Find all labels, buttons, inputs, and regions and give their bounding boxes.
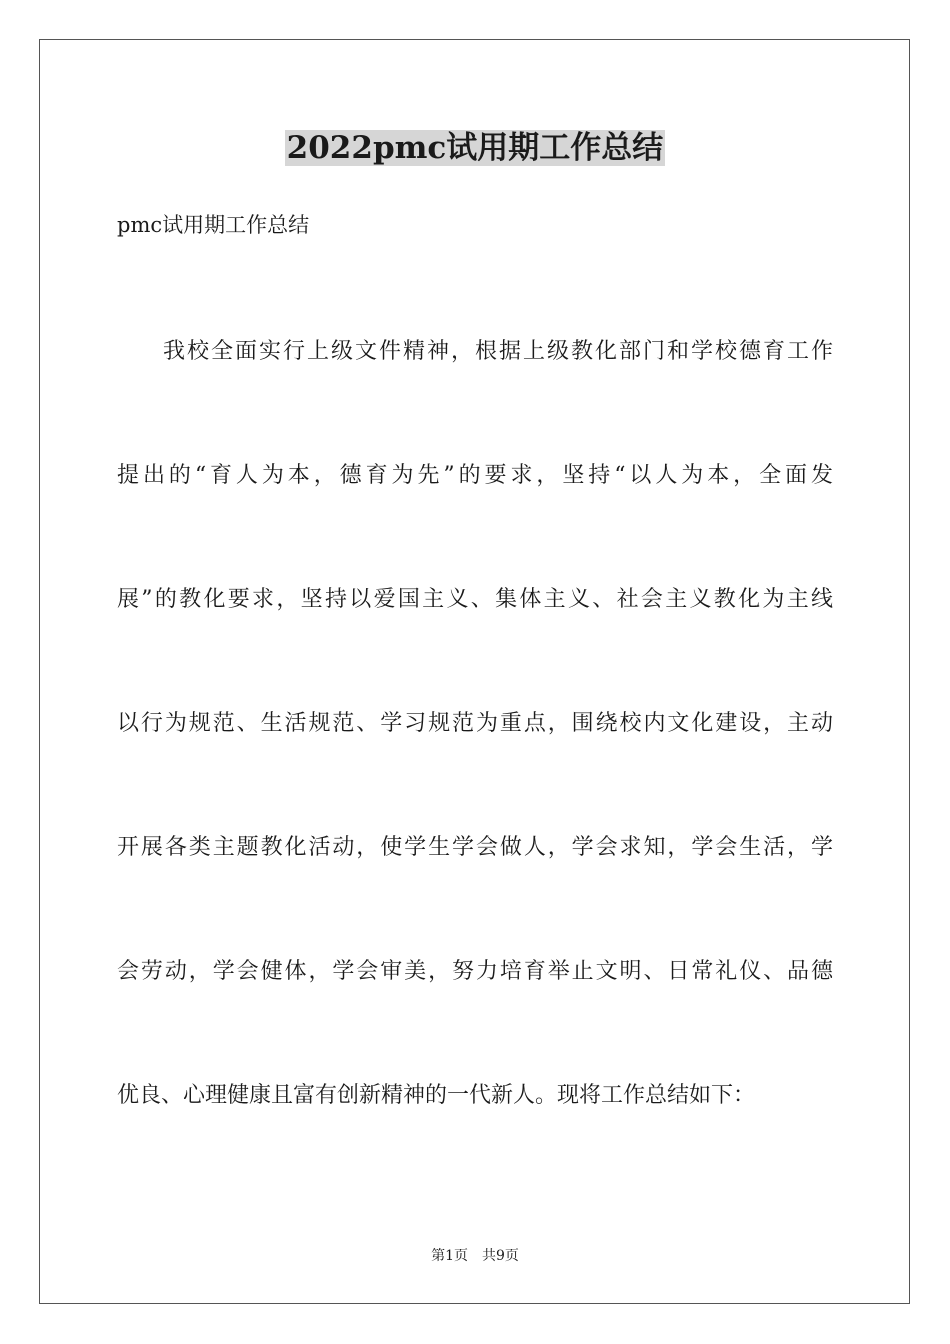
paragraph-line: 提出的“育人为本，德育为先”的要求，坚持“以人为本，全面发: [117, 463, 833, 488]
page-footer: [0, 1246, 950, 1266]
document-subtitle: pmc试用期工作总结: [117, 213, 310, 237]
paragraph-line: 我校全面实行上级文件精神，根据上级教化部门和学校德育工作: [163, 339, 833, 364]
page-total: 共9页: [482, 1248, 519, 1264]
paragraph-line: 开展各类主题教化活动，使学生学会做人，学会求知，学会生活，学: [117, 835, 833, 860]
paragraph-line: 会劳动，学会健体，学会审美，努力培育举止文明、日常礼仪、品德: [117, 959, 833, 984]
paragraph-line: 以行为规范、生活规范、学习规范为重点，围绕校内文化建设，主动: [117, 711, 833, 736]
document-title-text: 2022pmc试用期工作总结: [286, 130, 664, 166]
document-title: [0, 126, 950, 170]
paragraph-line: 展”的教化要求，坚持以爱国主义、集体主义、社会主义教化为主线: [117, 587, 833, 612]
page-number: 第1页: [431, 1248, 468, 1264]
paragraph-line: 优良、心理健康且富有创新精神的一代新人。现将工作总结如下：: [117, 1083, 756, 1108]
